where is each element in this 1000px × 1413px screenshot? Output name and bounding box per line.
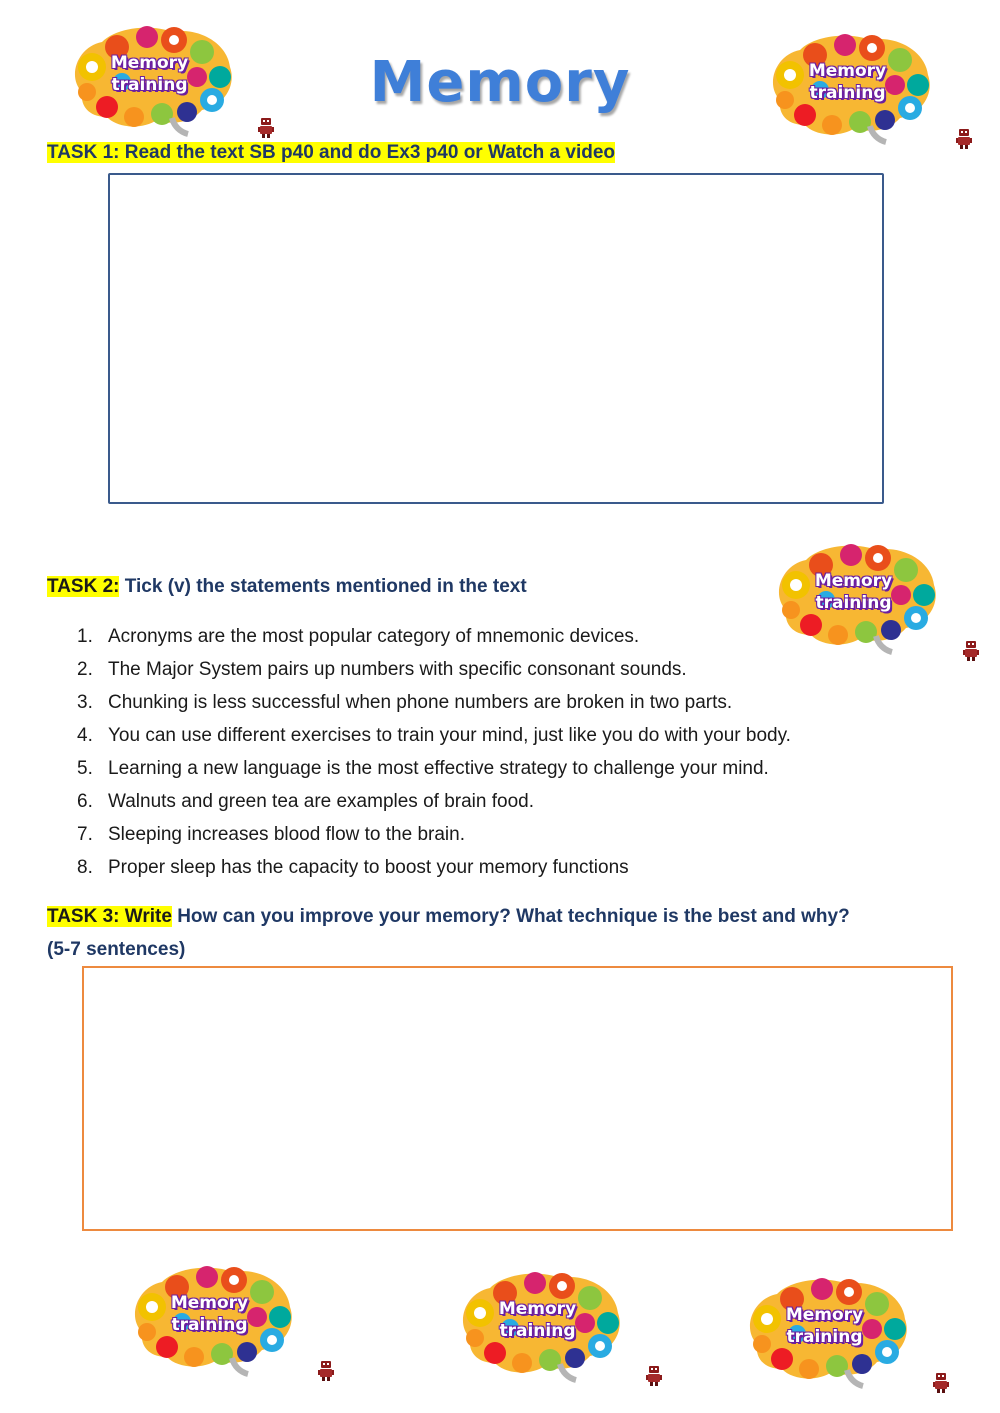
statement-text: Proper sleep has the capacity to boost your memory functions (108, 857, 629, 878)
answer-textarea[interactable] (82, 966, 953, 1231)
task2-heading (47, 575, 527, 599)
statement-number: 5. (77, 758, 93, 779)
task2-label: TASK 2: (47, 576, 120, 597)
statement-list (77, 620, 791, 884)
logo-text-line1: Memory (808, 61, 887, 81)
statement-text: Walnuts and green tea are examples of brain food. (108, 791, 534, 812)
memory-training-logo (766, 540, 941, 655)
statement-number: 2. (77, 659, 93, 680)
robot-icon (963, 640, 979, 662)
statement-text: The Major System pairs up numbers with specific consonant sounds. (108, 659, 687, 680)
statement-number: 6. (77, 791, 93, 812)
task3-heading-line2 (47, 938, 185, 962)
statement-number: 8. (77, 857, 93, 878)
logo-text-line1: Memory (814, 571, 893, 591)
statement-item[interactable] (77, 818, 791, 851)
logo-text-line2: training (111, 75, 188, 95)
logo-text-line1: Memory (110, 53, 189, 73)
task3-heading (47, 905, 850, 929)
logo-text-line2: training (786, 1327, 863, 1347)
statement-number: 1. (77, 626, 93, 647)
memory-training-logo (122, 1262, 297, 1377)
memory-training-logo (760, 30, 935, 145)
statement-text: Sleeping increases blood flow to the brain. (108, 824, 466, 845)
statement-text: Chunking is less successful when phone numbers are broken in two parts. (108, 692, 733, 713)
logo-text-line2: training (809, 83, 886, 103)
statement-number: 7. (77, 824, 93, 845)
robot-icon (933, 1372, 949, 1394)
robot-icon (318, 1360, 334, 1382)
statement-item[interactable] (77, 620, 791, 653)
logo-text-line2: training (499, 1321, 576, 1341)
statement-text: You can use different exercises to train your mind, just like you do with your body. (108, 725, 791, 746)
logo-text-line2: training (815, 593, 892, 613)
statement-item[interactable] (77, 785, 791, 818)
statement-text: Learning a new language is the most effective strategy to challenge your mind. (108, 758, 769, 779)
memory-training-logo (450, 1268, 625, 1383)
statement-item[interactable] (77, 752, 791, 785)
task2-instruction: Tick (v) the statements mentioned in the text (119, 576, 527, 597)
logo-text-line2: training (171, 1315, 248, 1335)
logo-text-line1: Memory (498, 1299, 577, 1319)
page-title: Memory (369, 50, 631, 115)
video-frame[interactable] (108, 173, 884, 504)
task3-question: How can you improve your memory? What technique is the best and why? (171, 906, 850, 927)
task3-sentence-count: (5-7 sentences) (47, 939, 186, 960)
statement-item[interactable] (77, 686, 791, 719)
task3-label: TASK 3: Write (47, 906, 172, 927)
robot-icon (956, 128, 972, 150)
statement-item[interactable] (77, 719, 791, 752)
statement-text: Acronyms are the most popular category of mnemonic devices. (108, 626, 640, 647)
statement-number: 3. (77, 692, 93, 713)
statement-item[interactable] (77, 851, 791, 884)
statement-item[interactable] (77, 653, 791, 686)
task1-label: TASK 1: Read the text SB p40 and do Ex3 p40 or Watch a video (47, 142, 616, 163)
memory-training-logo (737, 1274, 912, 1389)
task1-heading (47, 141, 615, 165)
logo-text-line1: Memory (785, 1305, 864, 1325)
robot-icon (646, 1365, 662, 1387)
statement-number: 4. (77, 725, 93, 746)
robot-icon (258, 117, 274, 139)
logo-text-line1: Memory (170, 1293, 249, 1313)
